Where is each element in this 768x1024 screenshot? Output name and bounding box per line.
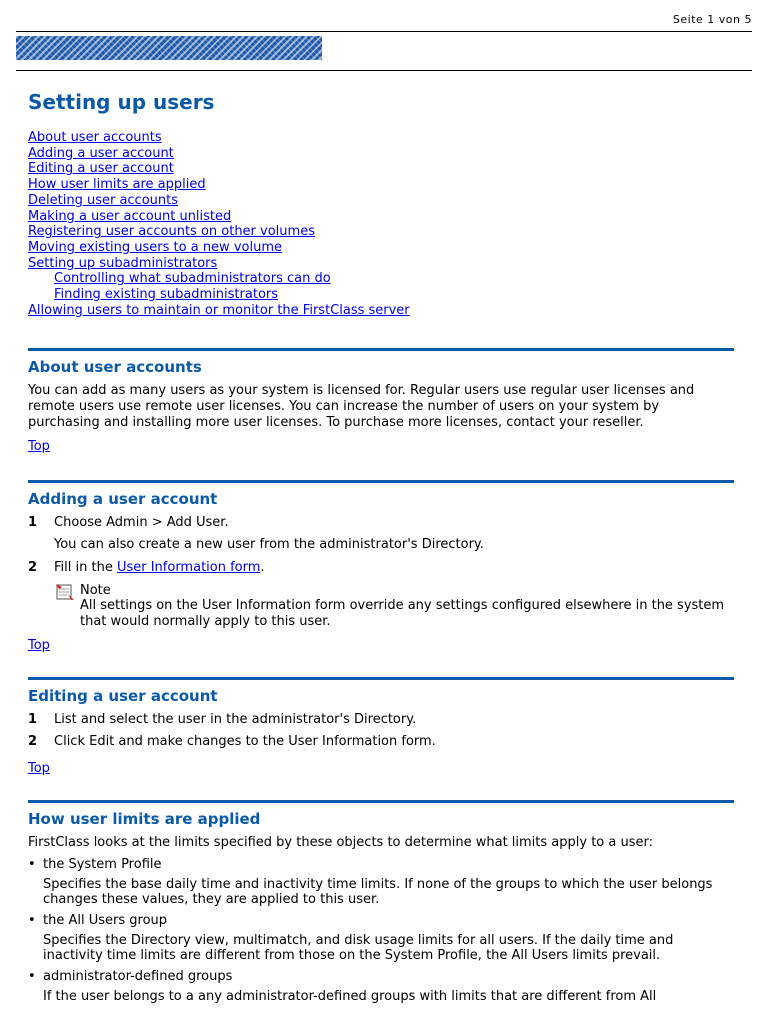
step-subtext: You can also create a new user from the administrator's Directory. bbox=[54, 537, 484, 553]
toc-link-finding-subadmins[interactable]: Finding existing subadministrators bbox=[54, 287, 279, 303]
page-title: Setting up users bbox=[28, 90, 215, 114]
step-number: 2 bbox=[28, 559, 38, 575]
section-intro: FirstClass looks at the limits specified by these objects to determine what limits apply to a user: bbox=[28, 835, 653, 851]
step-text-suffix: . bbox=[260, 559, 265, 575]
toc-link-making-unlisted[interactable]: Making a user account unlisted bbox=[28, 208, 232, 224]
toc-item bbox=[28, 209, 734, 225]
toc-item bbox=[28, 256, 734, 272]
toc-link-controlling-subadmins[interactable]: Controlling what subadministrators can do bbox=[54, 271, 331, 287]
section-editing bbox=[28, 677, 734, 776]
step-text: Click Edit and make changes to the User Information form. bbox=[54, 734, 436, 750]
toc-item bbox=[28, 130, 734, 146]
section-heading: Adding a user account bbox=[28, 489, 218, 508]
page-header bbox=[16, 0, 752, 71]
list-item-label: the All Users group bbox=[43, 912, 168, 928]
note-body bbox=[80, 583, 734, 630]
list-item-desc: Specifies the Directory view, multimatch, and disk usage limits for all users. If the daily time and inactivity time limits are different from those on the System Profile, the All Users limits prevail. bbox=[43, 932, 674, 964]
step-item bbox=[28, 734, 734, 750]
toc-item bbox=[28, 240, 734, 256]
list-item-desc: If the user belongs to a any administrator-defined groups with limits that are different from All bbox=[43, 988, 657, 1004]
note-text: All settings on the User Information form override any settings configured elsewhere in the system that would normally apply to this user. bbox=[80, 598, 725, 630]
toc-link-moving-users[interactable]: Moving existing users to a new volume bbox=[28, 239, 282, 255]
toc-item bbox=[28, 303, 734, 319]
toc-link-user-limits[interactable]: How user limits are applied bbox=[28, 177, 206, 193]
step-item bbox=[28, 515, 734, 531]
top-link[interactable]: Top bbox=[28, 637, 50, 653]
note-icon bbox=[54, 583, 80, 630]
section-heading: About user accounts bbox=[28, 358, 202, 377]
toc-link-adding-user-account[interactable]: Adding a user account bbox=[28, 145, 174, 161]
step-item bbox=[28, 712, 734, 728]
toc-link-registering-other-volumes[interactable]: Registering user accounts on other volumes bbox=[28, 224, 315, 240]
firstclass-logo-banner bbox=[16, 36, 322, 60]
section-divider bbox=[28, 480, 734, 483]
bullet-dot: • bbox=[28, 912, 36, 928]
user-information-form-link[interactable]: User Information form bbox=[116, 559, 261, 575]
list-item-desc: Specifies the base daily time and inactivity time limits. If none of the groups to which the user belongs changes these values, they are applied to this user. bbox=[43, 876, 713, 908]
page-number: Seite 1 von 5 bbox=[672, 13, 752, 26]
toc-item bbox=[28, 224, 734, 240]
bullet-dot: • bbox=[28, 856, 36, 872]
list-item-label: administrator-defined groups bbox=[43, 969, 233, 985]
section-heading: How user limits are applied bbox=[28, 810, 261, 829]
toc-link-deleting-user-accounts[interactable]: Deleting user accounts bbox=[28, 192, 179, 208]
note-block bbox=[28, 583, 734, 630]
section-divider bbox=[28, 800, 734, 803]
toc-item bbox=[28, 193, 734, 209]
top-link[interactable]: Top bbox=[28, 438, 50, 454]
header-rule bbox=[16, 31, 752, 32]
section-heading: Editing a user account bbox=[28, 686, 218, 705]
toc-link-about-user-accounts[interactable]: About user accounts bbox=[28, 130, 162, 145]
section-divider bbox=[28, 348, 734, 351]
toc-item bbox=[28, 146, 734, 162]
step-text bbox=[54, 560, 265, 576]
toc-link-allowing-users-maintain[interactable]: Allowing users to maintain or monitor the FirstClass server bbox=[28, 302, 410, 318]
document-content bbox=[28, 88, 734, 1010]
section-divider bbox=[28, 677, 734, 680]
section-text: You can add as many users as your system is licensed for. Regular users use regular user licenses and remote users use remote user licenses. You can increase the number of users on your system by purchasing and installing more user licenses. To purchase more licenses, contact your reseller. bbox=[28, 383, 695, 430]
toc-subitem bbox=[28, 287, 734, 303]
bullet-dot: • bbox=[28, 969, 36, 985]
toc-subitem bbox=[28, 271, 734, 287]
list-item bbox=[28, 857, 734, 873]
list-item bbox=[28, 969, 734, 985]
toc-link-editing-user-account[interactable]: Editing a user account bbox=[28, 161, 174, 177]
step-item bbox=[28, 560, 734, 576]
list-item-label: the System Profile bbox=[43, 856, 162, 872]
note-title: Note bbox=[80, 582, 111, 598]
toc-item bbox=[28, 177, 734, 193]
section-about bbox=[28, 348, 734, 453]
table-of-contents bbox=[28, 130, 734, 318]
top-link[interactable]: Top bbox=[28, 761, 50, 777]
section-adding bbox=[28, 480, 734, 653]
step-number: 2 bbox=[28, 734, 38, 750]
step-number: 1 bbox=[28, 514, 38, 530]
step-text: Choose Admin > Add User. bbox=[54, 514, 229, 530]
section-limits bbox=[28, 800, 734, 1004]
toc-link-subadministrators[interactable]: Setting up subadministrators bbox=[28, 255, 218, 271]
step-text: List and select the user in the administrator's Directory. bbox=[54, 711, 417, 727]
step-number: 1 bbox=[28, 711, 38, 727]
step-text-prefix: Fill in the bbox=[54, 559, 117, 575]
toc-item bbox=[28, 161, 734, 177]
list-item bbox=[28, 913, 734, 929]
